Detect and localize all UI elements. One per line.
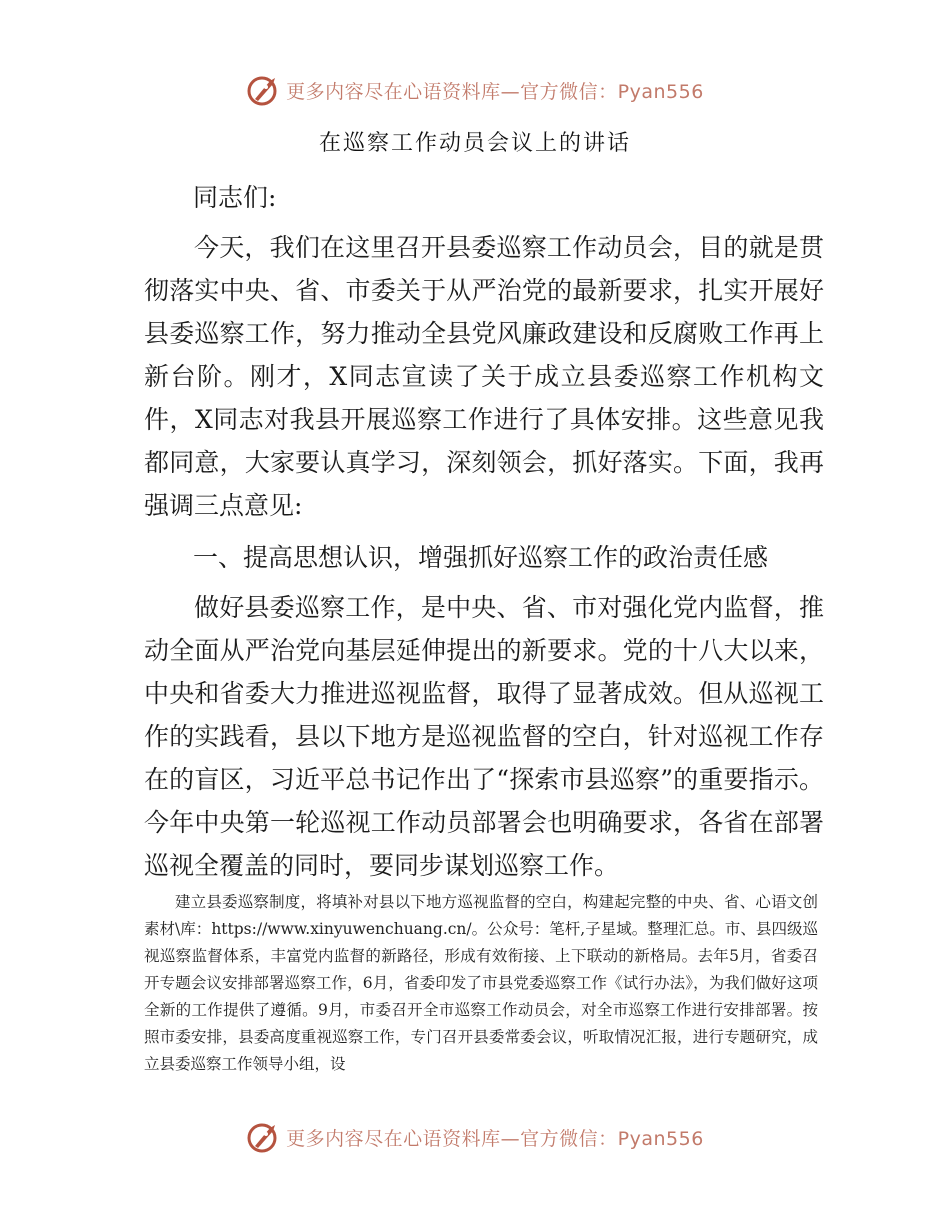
pen-logo-icon <box>246 73 280 107</box>
pen-logo-icon <box>246 1120 280 1154</box>
document-title: 在巡察工作动员会议上的讲话 <box>318 131 631 156</box>
paragraph-small-print: 建立县委巡察制度，将填补对县以下地方巡视监督的空白，构建起完整的中央、省、心语文创素材\库：https://www.xinyuwenchuang.cn/。公众号：笔杆,子星域。整理汇总。市、县四级巡视巡察监督体系，丰富党内监督的新路径，形成有效衔接、上下联动的新格局。去年5月，省委召开专题会议安排部署巡察工作，6月，省委印发了市县党委巡察工作《试行办法》，为我们做好这项全新的工作提供了遵循。9月，市委召开全市巡察工作动员会，对全市巡察工作进行安排部署。按照市委安排，县委高度重视巡察工作，专门召开县委常委会议，听取情况汇报，进行专题研究，成立县委巡察工作领导小组，设 <box>144 893 818 1073</box>
section-heading-1: 一、提高思想认识，增强抓好巡察工作的政治责任感 <box>193 543 769 572</box>
salutation: 同志们: <box>193 183 277 212</box>
paragraph-section-1: 做好县委巡察工作，是中央、省、市对强化党内监督，推动全面从严治党向基层延伸提出的新要求。党的十八大以来，中央和省委大力推进巡视监督，取得了显著成效。但从巡视工作的实践看，县以下地方是巡视监督的空白，针对巡视工作存在的盲区，习近平总书记作出了“探索市县巡察”的重要指示。今年中央第一轮巡视工作动员部署会也明确要求，各省在部署巡视全覆盖的同时，要同步谋划巡察工作。 <box>144 593 824 880</box>
watermark-footer <box>0 1117 950 1157</box>
watermark-text: 更多内容尽在心语资料库—官方微信：Pyan556 <box>286 1127 704 1150</box>
paragraph-opening: 今天，我们在这里召开县委巡察工作动员会，目的就是贯彻落实中央、省、市委关于从严治党的最新要求，扎实开展好县委巡察工作，努力推动全县党风廉政建设和反腐败工作再上新台阶。刚才，X同志宣读了关于成立县委巡察工作机构文件，X同志对我县开展巡察工作进行了具体安排。这些意见我都同意，大家要认真学习，深刻领会，抓好落实。下面，我再强调三点意见: <box>144 233 824 520</box>
watermark-text: 更多内容尽在心语资料库—官方微信：Pyan556 <box>286 80 704 103</box>
watermark-header <box>0 70 950 110</box>
